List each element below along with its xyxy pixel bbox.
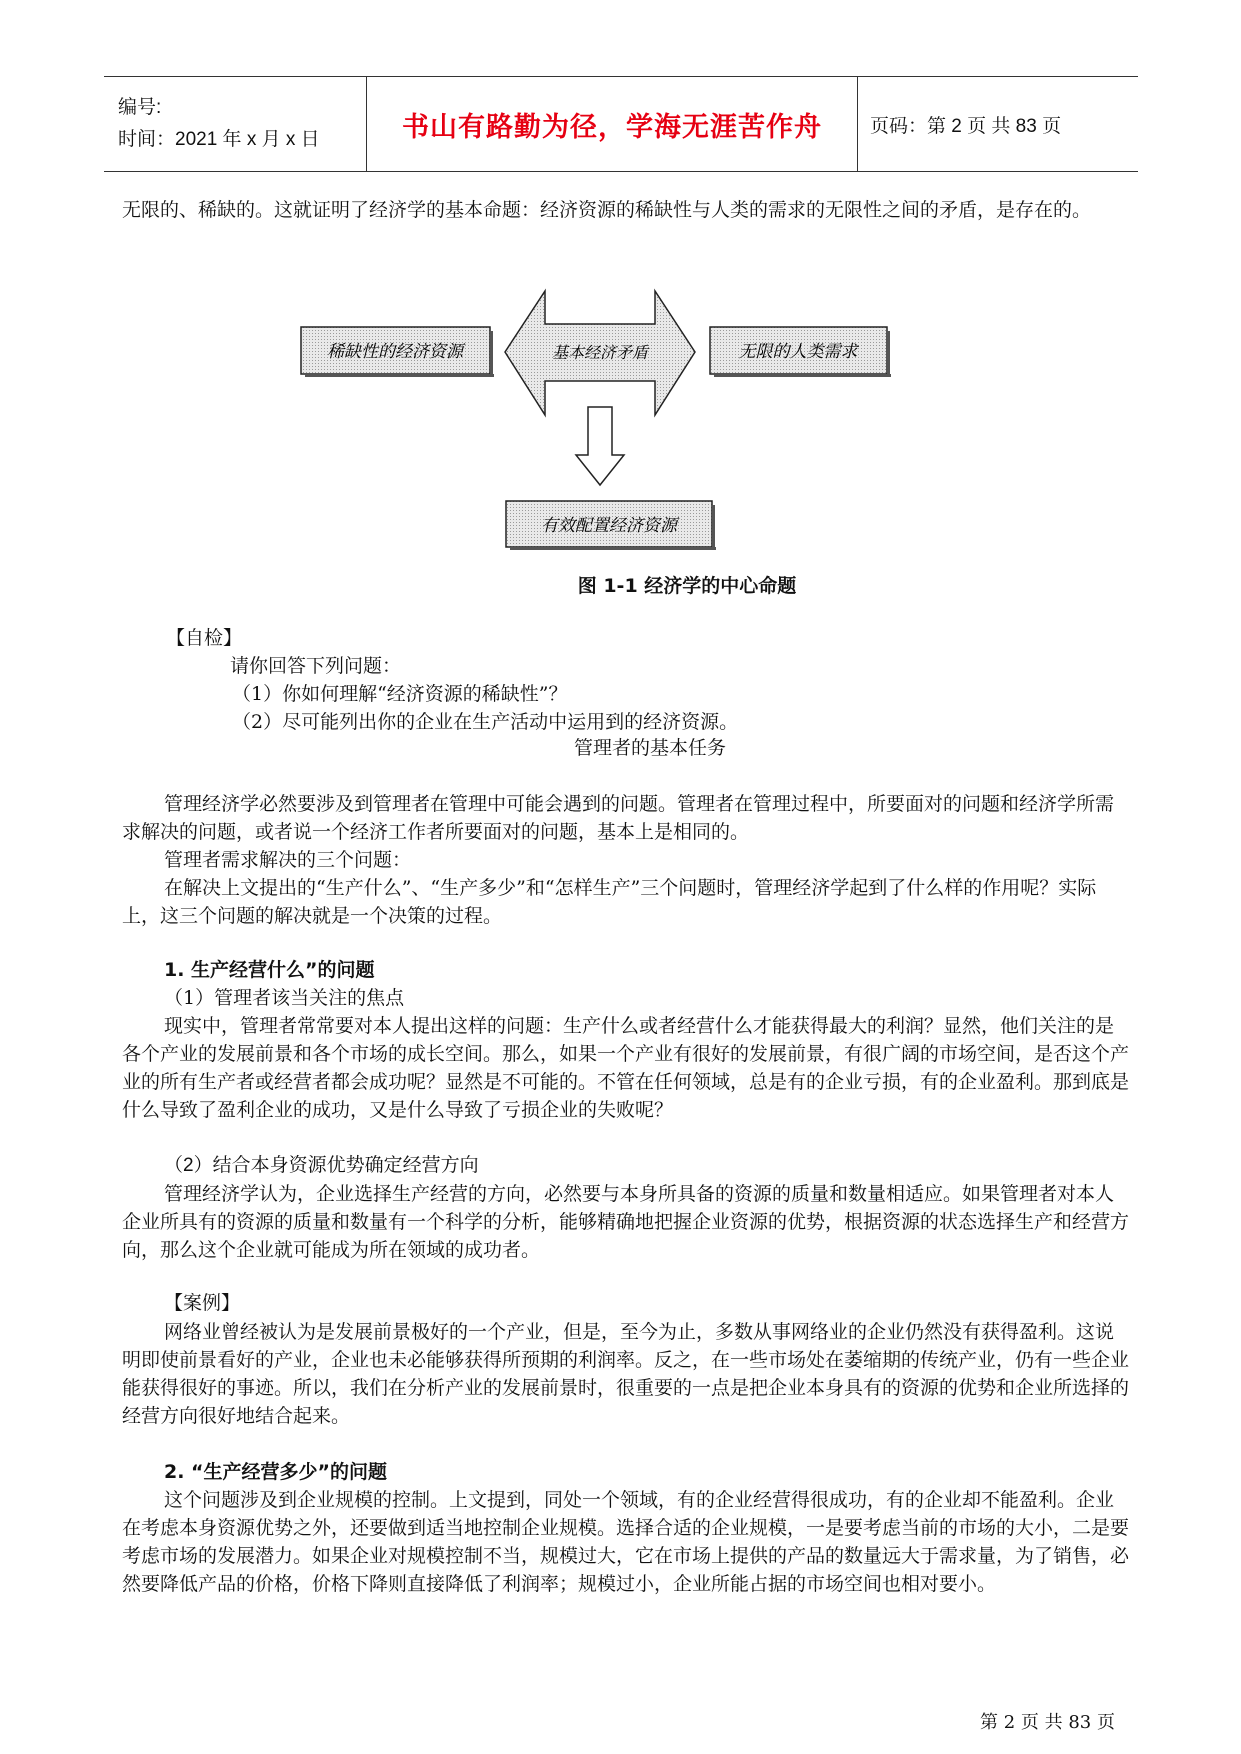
paragraph-4: 现实中，管理者常常要对本人提出这样的问题：生产什么或者经营什么才能获得最大的利润？显然，他们关注的是各个产业的发展前景和各个市场的成长空间。那么，如果一个产业有很好的发展前景，有很广阔的市场空间，是否这个产业的所有生产者或经营者都会成功呢？显然是不可能的。不管在任何领域，总是有的企业亏损，有的企业盈利。那到底是什么导致了盈利企业的成功，又是什么导致了亏损企业的失败呢？ [122, 1015, 1130, 1121]
heading-1: 1. 生产经营什么”的问题 [164, 959, 375, 981]
bottom-box-label: 有效配置经济资源 [541, 516, 677, 536]
page-footer: 第 2 页 共 83 页 [980, 1712, 1115, 1733]
diagram-svg [300, 285, 1000, 565]
heading-1-sub-1: （1）管理者该当关注的焦点 [164, 987, 405, 1009]
paragraph-7: 这个问题涉及到企业规模的控制。上文提到，同处一个领域，有的企业经营得很成功，有的企业却不能盈利。企业在考虑本身资源优势之外，还要做到适当地控制企业规模。选择合适的企业规模，一是要考虑当前的市场的大小，二是要考虑市场的发展潜力。如果企业对规模控制不当，规模过大，它在市场上提供的产品的数量远大于需求量，为了销售，必然要降低产品的价格，价格下降则直接降低了利润率；规模过小，企业所能占据的市场空间也相对要小。 [122, 1489, 1130, 1595]
paragraph-6: 网络业曾经被认为是发展前景极好的一个产业，但是，至今为止，多数从事网络业的企业仍然没有获得盈利。这说明即使前景看好的产业，企业也未必能够获得所预期的利润率。反之，在一些市场处在萎缩期的传统产业，仍有一些企业能获得很好的事迹。所以，我们在分析产业的发展前景时，很重要的一点是把企业本身具有的资源的优势和企业所选择的经营方向很好地结合起来。 [122, 1321, 1130, 1427]
header-page-info: 页码：第 2 页 共 83 页 [870, 115, 1062, 137]
heading-2: 2. “生产经营多少”的问题 [164, 1461, 388, 1483]
intro-paragraph: 无限的、稀缺的。这就证明了经济学的基本命题：经济资源的稀缺性与人类的需求的无限性之间的矛盾，是存在的。 [122, 199, 1092, 221]
paragraph-5: 管理经济学认为，企业选择生产经营的方向，必然要与本身所具备的资源的质量和数量相适应。如果管理者对本人企业所具有的资源的质量和数量有一个科学的分析，能够精确地把握企业资源的优势，根据资源的状态选择生产和经营方向，那么这个企业就可能成为所在领域的成功者。 [122, 1183, 1130, 1261]
bottom-box [506, 501, 716, 550]
motto: 书山有路勤为径，学海无涯苦作舟 [402, 111, 822, 143]
header-motto-cell [366, 77, 858, 171]
self-check-prompt: 请你回答下列问题： [230, 655, 402, 677]
self-check-title: 【自检】 [166, 628, 243, 649]
left-box-label: 稀缺性的经济资源 [327, 342, 463, 362]
page-header [104, 76, 1138, 172]
right-box-label: 无限的人类需求 [738, 342, 858, 362]
figure-caption: 图 1-1 经济学的中心命题 [577, 575, 797, 597]
economics-diagram [300, 285, 1000, 565]
paragraph-3: 在解决上文提出的“生产什么”、“生产多少”和“怎样生产”三个问题时，管理经济学起到了什么样的作用呢？实际上，这三个问题的解决就是一个决策的过程。 [122, 877, 1097, 927]
center-arrow-label: 基本经济矛盾 [551, 343, 649, 362]
down-arrow [576, 407, 624, 485]
date-label: 时间：2021 年 x 月 x 日 [118, 129, 320, 150]
heading-1-sub-2: （2）结合本身资源优势确定经营方向 [164, 1155, 479, 1176]
center-double-arrow [505, 291, 695, 415]
paragraph-2: 管理者需求解决的三个问题： [164, 849, 412, 871]
self-check-q1: （1）你如何理解“经济资源的稀缺性”？ [232, 683, 568, 705]
paragraph-1: 管理经济学必然要涉及到管理者在管理中可能会遇到的问题。管理者在管理过程中，所要面对的问题和经济学所需求解决的问题，或者说一个经济工作者所要面对的问题，基本上是相同的。 [122, 793, 1115, 843]
serial-label: 编号: [118, 97, 162, 118]
left-box [301, 327, 494, 377]
section-title: 管理者的基本任务 [573, 738, 726, 759]
case-title: 【案例】 [164, 1293, 241, 1314]
right-box [710, 327, 891, 377]
self-check-q2: （2）尽可能列出你的企业在生产活动中运用到的经济资源。 [232, 711, 739, 733]
header-meta [104, 77, 366, 171]
